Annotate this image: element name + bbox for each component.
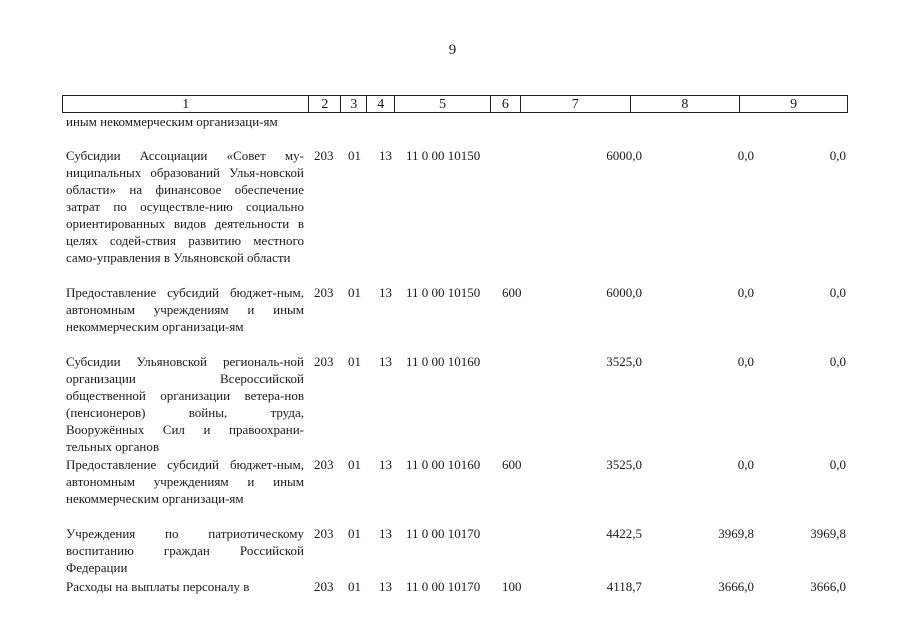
row-value-7: 3525,0	[606, 354, 642, 369]
row-value-8: 0,0	[737, 457, 754, 472]
row-cs: 13	[379, 354, 392, 369]
row-csr: 11 0 00 10150	[406, 148, 481, 163]
row-value-8: 0,0	[737, 148, 754, 163]
row-name: Субсидии Ульяновской региональ-ной организации Всероссийской общественной организации ветера-нов (пенсионеров) войны, труда, Вооружённых Сил и правоохрани-тельных органов	[66, 354, 304, 454]
header-col-9: 9	[790, 97, 798, 112]
table-row	[0, 147, 905, 284]
row-pr: 01	[348, 354, 361, 369]
row-pr: 01	[348, 526, 361, 541]
row-name: Расходы на выплаты персоналу в	[66, 579, 250, 594]
row-value-8: 3969,8	[718, 526, 754, 541]
row-value-9: 3666,0	[810, 579, 846, 594]
row-pr: 01	[348, 148, 361, 163]
table-row	[0, 525, 905, 578]
table-header	[62, 95, 848, 113]
header-col-8: 8	[631, 96, 741, 112]
row-cs: 13	[379, 526, 392, 541]
row-rz: 203	[314, 579, 334, 594]
header-col-1: 1	[63, 96, 309, 112]
header-col-6: 6	[491, 96, 521, 112]
row-cs: 13	[379, 579, 392, 594]
row-csr: 11 0 00 10170	[406, 526, 481, 541]
row-value-9: 0,0	[829, 354, 846, 369]
row-pr: 01	[348, 579, 361, 594]
row-value-9: 0,0	[829, 148, 846, 163]
row-value-8: 3666,0	[718, 579, 754, 594]
row-value-8: 0,0	[737, 285, 754, 300]
row-name: Учреждения по патриотическому воспитанию граждан Российской Федерации	[66, 526, 304, 575]
table-row	[0, 284, 905, 353]
row-name: Предоставление субсидий бюджет-ным, автономным учреждениям и иным некоммерческим организаци-ям	[66, 457, 304, 506]
row-name: Субсидии Ассоциации «Совет му-ниципальных образований Улья-новской области» на финансовое обеспечение затрат по осуществле-нию социально ориентированных видов деятельности в целях содей-ствия развитию местного само-управления в Ульяновской области	[66, 148, 304, 265]
row-value-7: 6000,0	[606, 148, 642, 163]
row-value-7: 4422,5	[606, 526, 642, 541]
row-vr: 600	[502, 457, 522, 472]
row-value-8: 0,0	[737, 354, 754, 369]
row-name: иным некоммерческим организаци-ям	[66, 114, 278, 129]
header-col-7: 7	[521, 96, 631, 112]
header-col-5: 5	[395, 96, 491, 112]
row-value-9: 0,0	[829, 457, 846, 472]
table-body	[0, 113, 905, 598]
header-col-2: 2	[309, 96, 341, 112]
row-pr: 01	[348, 457, 361, 472]
row-name: Предоставление субсидий бюджет-ным, автономным учреждениям и иным некоммерческим организаци-ям	[66, 285, 304, 334]
row-value-9: 3969,8	[810, 526, 846, 541]
row-rz: 203	[314, 148, 334, 163]
row-value-7: 6000,0	[606, 285, 642, 300]
page-number: 9	[448, 42, 457, 58]
row-csr: 11 0 00 10160	[406, 354, 481, 369]
row-rz: 203	[314, 457, 334, 472]
row-rz: 203	[314, 285, 334, 300]
row-value-7: 4118,7	[606, 579, 642, 594]
row-rz: 203	[314, 354, 334, 369]
row-csr: 11 0 00 10160	[406, 457, 481, 472]
row-cs: 13	[379, 285, 392, 300]
row-cs: 13	[379, 457, 392, 472]
row-rz: 203	[314, 526, 334, 541]
row-csr: 11 0 00 10170	[406, 579, 481, 594]
row-value-9: 0,0	[829, 285, 846, 300]
header-col-3: 3	[341, 96, 367, 112]
table-row	[0, 456, 905, 525]
row-vr: 100	[502, 579, 522, 594]
row-cs: 13	[379, 148, 392, 163]
table-row	[0, 113, 905, 147]
row-pr: 01	[348, 285, 361, 300]
table-row	[0, 353, 905, 456]
row-csr: 11 0 00 10150	[406, 285, 481, 300]
header-col-4: 4	[367, 96, 395, 112]
row-value-7: 3525,0	[606, 457, 642, 472]
table-row	[0, 578, 905, 598]
row-vr: 600	[502, 285, 522, 300]
